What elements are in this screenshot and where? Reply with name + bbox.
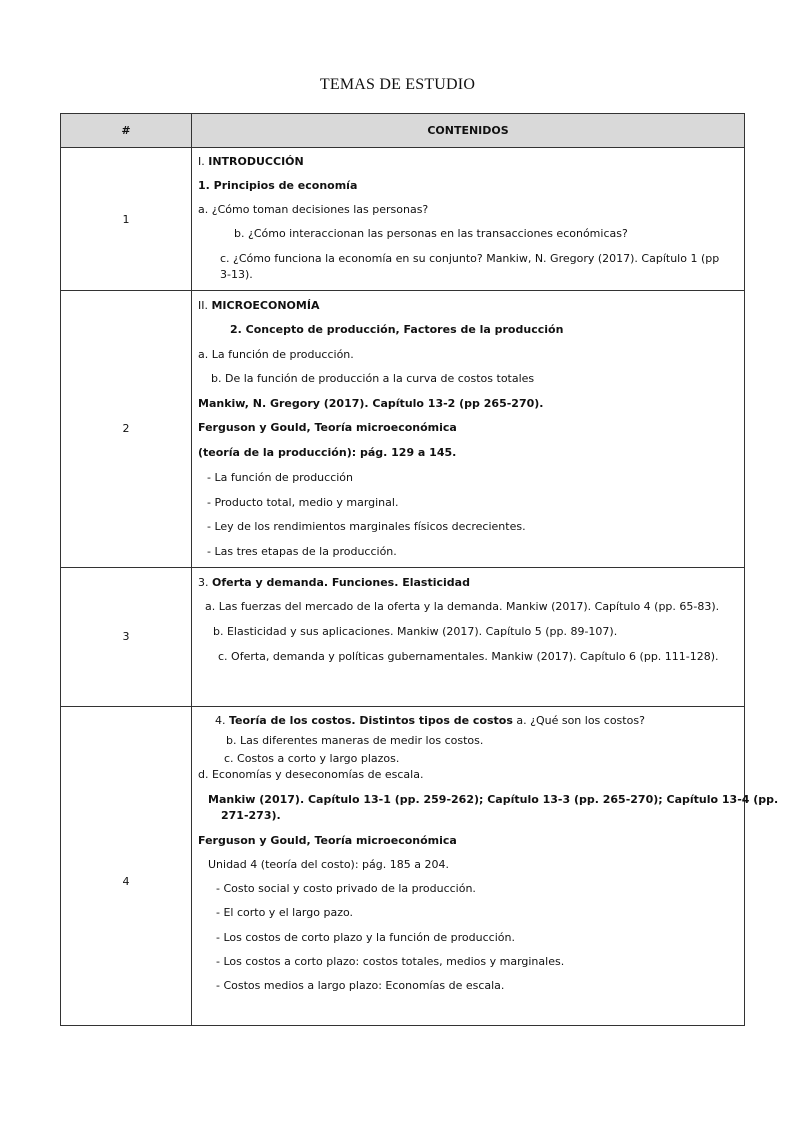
- content-line: c. Costos a corto y largo plazos.: [224, 752, 400, 765]
- reference-line: Mankiw (2017). Capítulo 13-1 (pp. 259-262); Capítulo 13-3 (pp. 265-270); Capítulo 13-4 (pp.: [208, 793, 779, 806]
- topic-heading: 2. Concepto de producción, Factores de la producción: [230, 323, 564, 336]
- table-header: [61, 114, 744, 148]
- content-line: Unidad 4 (teoría del costo): pág. 185 a 204.: [208, 858, 449, 871]
- reference-line: Ferguson y Gould, Teoría microeconómica: [198, 834, 457, 847]
- content-line: 3-13).: [220, 268, 253, 281]
- list-item: - Ley de los rendimientos marginales físicos decrecientes.: [207, 520, 526, 533]
- content-line: a. Las fuerzas del mercado de la oferta y la demanda. Mankiw (2017). Capítulo 4 (pp. 65-83).: [205, 600, 720, 613]
- topic-heading: 4. Teoría de los costos. Distintos tipos de costos a. ¿Qué son los costos?: [215, 714, 645, 727]
- row-number: 4: [122, 875, 130, 888]
- row-divider: [61, 290, 744, 291]
- row-divider: [61, 706, 744, 707]
- row-number: 3: [122, 630, 130, 643]
- content-line: b. Elasticidad y sus aplicaciones. Mankiw (2017). Capítulo 5 (pp. 89-107).: [213, 625, 618, 638]
- section-heading: I. INTRODUCCIÓN: [198, 155, 304, 168]
- header-contents: CONTENIDOS: [427, 124, 509, 137]
- list-item: - Los costos a corto plazo: costos totales, medios y marginales.: [216, 955, 565, 968]
- column-divider: [191, 114, 192, 1025]
- list-item: - Los costos de corto plazo y la función de producción.: [216, 931, 515, 944]
- row-divider: [61, 567, 744, 568]
- section-heading: II. MICROECONOMÍA: [198, 299, 320, 312]
- topic-heading: 3. Oferta y demanda. Funciones. Elasticidad: [198, 576, 470, 589]
- reference-line: Ferguson y Gould, Teoría microeconómica: [198, 421, 457, 434]
- list-item: - Costos medios a largo plazo: Economías de escala.: [216, 979, 505, 992]
- reference-line: 271-273).: [221, 809, 281, 822]
- row-number: 1: [122, 213, 130, 226]
- content-line: d. Economías y deseconomías de escala.: [198, 768, 424, 781]
- list-item: - Las tres etapas de la producción.: [207, 545, 397, 558]
- content-line: c. ¿Cómo funciona la economía en su conjunto? Mankiw, N. Gregory (2017). Capítulo 1 (pp: [220, 252, 720, 265]
- list-item: - La función de producción: [207, 471, 353, 484]
- content-line: c. Oferta, demanda y políticas gubernamentales. Mankiw (2017). Capítulo 6 (pp. 111-128).: [218, 650, 719, 663]
- content-line: b. Las diferentes maneras de medir los costos.: [226, 734, 484, 747]
- topics-table: [60, 113, 779, 1026]
- list-item: - Producto total, medio y marginal.: [207, 496, 399, 509]
- content-line: a. La función de producción.: [198, 348, 354, 361]
- header-number: #: [121, 124, 131, 137]
- content-line: b. De la función de producción a la curva de costos totales: [211, 372, 535, 385]
- row-number: 2: [122, 422, 130, 435]
- page-title: TEMAS DE ESTUDIO: [319, 76, 476, 93]
- list-item: - El corto y el largo pazo.: [216, 906, 354, 919]
- list-item: - Costo social y costo privado de la producción.: [216, 882, 476, 895]
- topic-heading: 1. Principios de economía: [198, 179, 358, 192]
- reference-line: Mankiw, N. Gregory (2017). Capítulo 13-2 (pp 265-270).: [198, 397, 544, 410]
- content-line: b. ¿Cómo interaccionan las personas en las transacciones económicas?: [234, 227, 628, 240]
- content-line: a. ¿Cómo toman decisiones las personas?: [198, 203, 429, 216]
- reference-line: (teoría de la producción): pág. 129 a 145.: [198, 446, 457, 459]
